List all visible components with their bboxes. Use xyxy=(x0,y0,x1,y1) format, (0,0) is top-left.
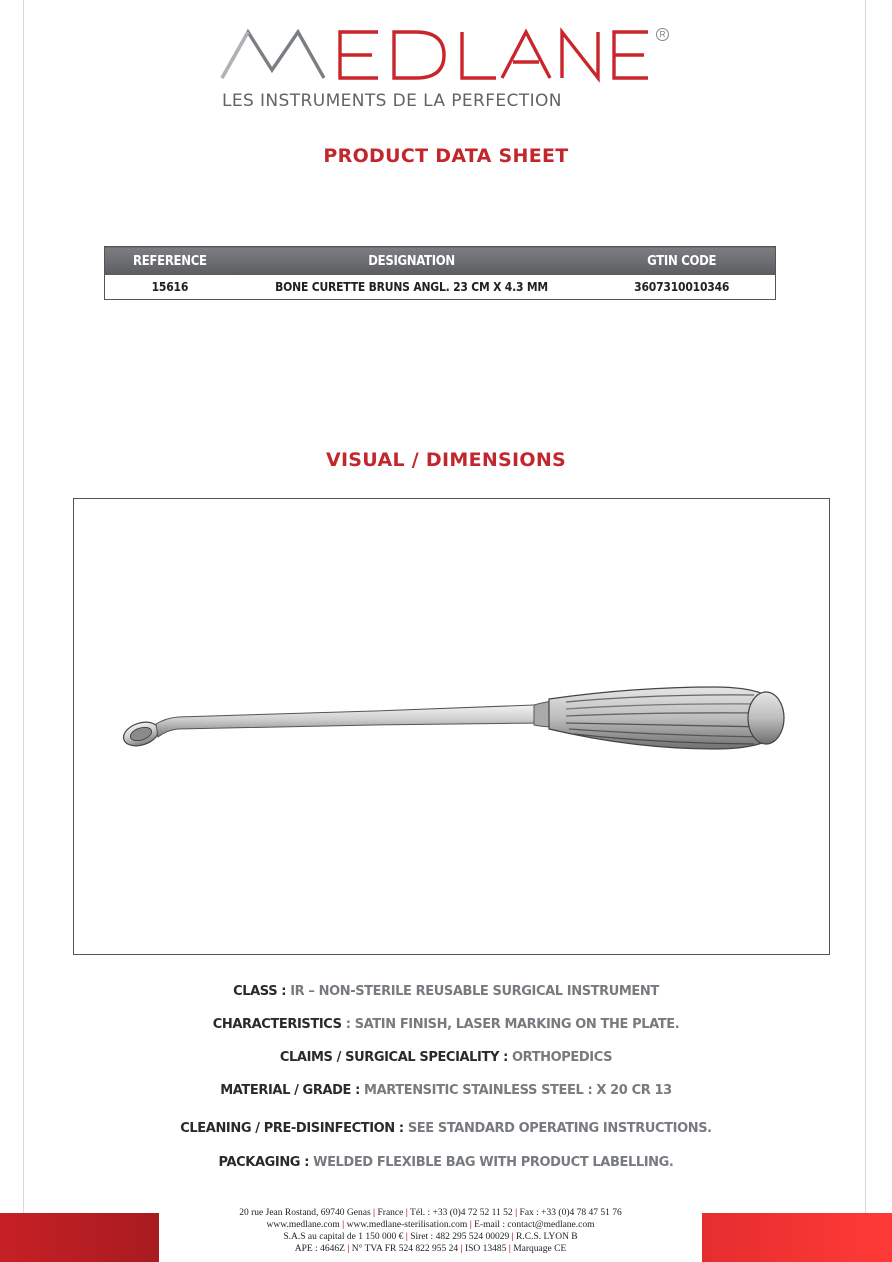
spec-label: CLASS : xyxy=(233,984,287,999)
spec-value: MARTENSITIC STAINLESS STEEL : X 20 CR 13 xyxy=(359,1083,672,1098)
footer-phone: Tél. : +33 (0)4 72 52 11 52 xyxy=(410,1208,513,1218)
footer-iso: ISO 13485 xyxy=(464,1244,507,1254)
logo-wordmark-graphic xyxy=(220,26,660,86)
footer-separator: | xyxy=(460,1244,463,1254)
footer-line-legal xyxy=(160,1231,701,1243)
footer-company-info xyxy=(160,1207,701,1255)
spec-value: SEE STANDARD OPERATING INSTRUCTIONS. xyxy=(403,1121,712,1136)
left-border-line xyxy=(23,0,24,1262)
registered-trademark-icon: R xyxy=(656,28,669,41)
spec-value: WELDED FLEXIBLE BAG WITH PRODUCT LABELLING. xyxy=(309,1155,674,1170)
footer-ape: APE : 4646Z xyxy=(294,1244,345,1254)
spec-label: CLAIMS / SURGICAL SPECIALITY : xyxy=(279,1050,508,1065)
spec-packaging xyxy=(0,1155,892,1170)
spec-label: MATERIAL / GRADE : xyxy=(220,1083,360,1098)
spec-cleaning xyxy=(0,1121,892,1136)
spec-value: : SATIN FINISH, LASER MARKING ON THE PLATE. xyxy=(341,1017,680,1032)
footer-fax: Fax : +33 (0)4 78 47 51 76 xyxy=(519,1208,622,1218)
cell-reference: 15616 xyxy=(151,280,189,294)
cell-gtin: 3607310010346 xyxy=(634,280,730,294)
spec-value: ORTHOPEDICS xyxy=(507,1050,613,1065)
right-border-line xyxy=(865,0,866,1262)
spec-claims xyxy=(0,1050,892,1065)
table-row xyxy=(105,275,776,300)
spec-characteristics xyxy=(0,1017,892,1032)
footer-red-bar-right xyxy=(702,1213,892,1262)
footer-separator: | xyxy=(347,1244,350,1254)
footer-separator: | xyxy=(405,1208,408,1218)
footer-separator: | xyxy=(515,1208,518,1218)
footer-red-bar-left xyxy=(0,1213,159,1262)
footer-rcs: R.C.S. LYON B xyxy=(516,1232,578,1242)
footer-website-link[interactable]: www.medlane.com xyxy=(266,1220,340,1230)
footer-separator: | xyxy=(342,1220,345,1230)
footer-separator: | xyxy=(508,1244,511,1254)
footer-address: 20 rue Jean Rostand, 69740 Genas xyxy=(239,1208,371,1218)
footer-line-codes xyxy=(160,1243,701,1255)
footer-capital: S.A.S au capital de 1 150 000 € xyxy=(283,1232,404,1242)
visual-dimensions-title: VISUAL / DIMENSIONS xyxy=(325,449,567,471)
footer-separator: | xyxy=(405,1232,408,1242)
product-data-sheet-title: PRODUCT DATA SHEET xyxy=(323,145,569,167)
product-visual-frame xyxy=(73,498,830,955)
footer-vat: N° TVA FR 524 822 955 24 xyxy=(351,1244,459,1254)
footer-ce-marking: Marquage CE xyxy=(513,1244,567,1254)
header-designation: DESIGNATION xyxy=(235,247,589,276)
bone-curette-illustration xyxy=(74,499,829,954)
footer-email[interactable]: E-mail : contact@medlane.com xyxy=(474,1220,595,1230)
spec-material xyxy=(0,1083,892,1098)
footer-sterilisation-link[interactable]: www.medlane-sterilisation.com xyxy=(346,1220,468,1230)
footer-separator: | xyxy=(373,1208,376,1218)
spec-label: PACKAGING : xyxy=(218,1155,309,1170)
footer-siret: Siret : 482 295 524 00029 xyxy=(410,1232,510,1242)
header-reference: REFERENCE xyxy=(105,247,235,276)
spec-label: CHARACTERISTICS xyxy=(212,1017,342,1032)
product-table-header-row xyxy=(105,247,776,276)
cell-designation: BONE CURETTE BRUNS ANGL. 23 CM X 4.3 MM xyxy=(275,280,548,294)
brand-tagline: LES INSTRUMENTS DE LA PERFECTION xyxy=(222,91,562,111)
footer-country: France xyxy=(377,1208,404,1218)
header-gtin-code: GTIN CODE xyxy=(588,247,775,276)
spec-value: IR – NON-STERILE REUSABLE SURGICAL INSTRUMENT xyxy=(286,984,659,999)
footer-separator: | xyxy=(511,1232,514,1242)
footer-line-web xyxy=(160,1219,701,1231)
spec-label: CLEANING / PRE-DISINFECTION : xyxy=(180,1121,404,1136)
spec-class xyxy=(0,984,892,999)
logo-wordmark xyxy=(220,26,660,95)
footer-separator: | xyxy=(469,1220,472,1230)
product-table xyxy=(104,246,776,300)
footer-line-address xyxy=(160,1207,701,1219)
